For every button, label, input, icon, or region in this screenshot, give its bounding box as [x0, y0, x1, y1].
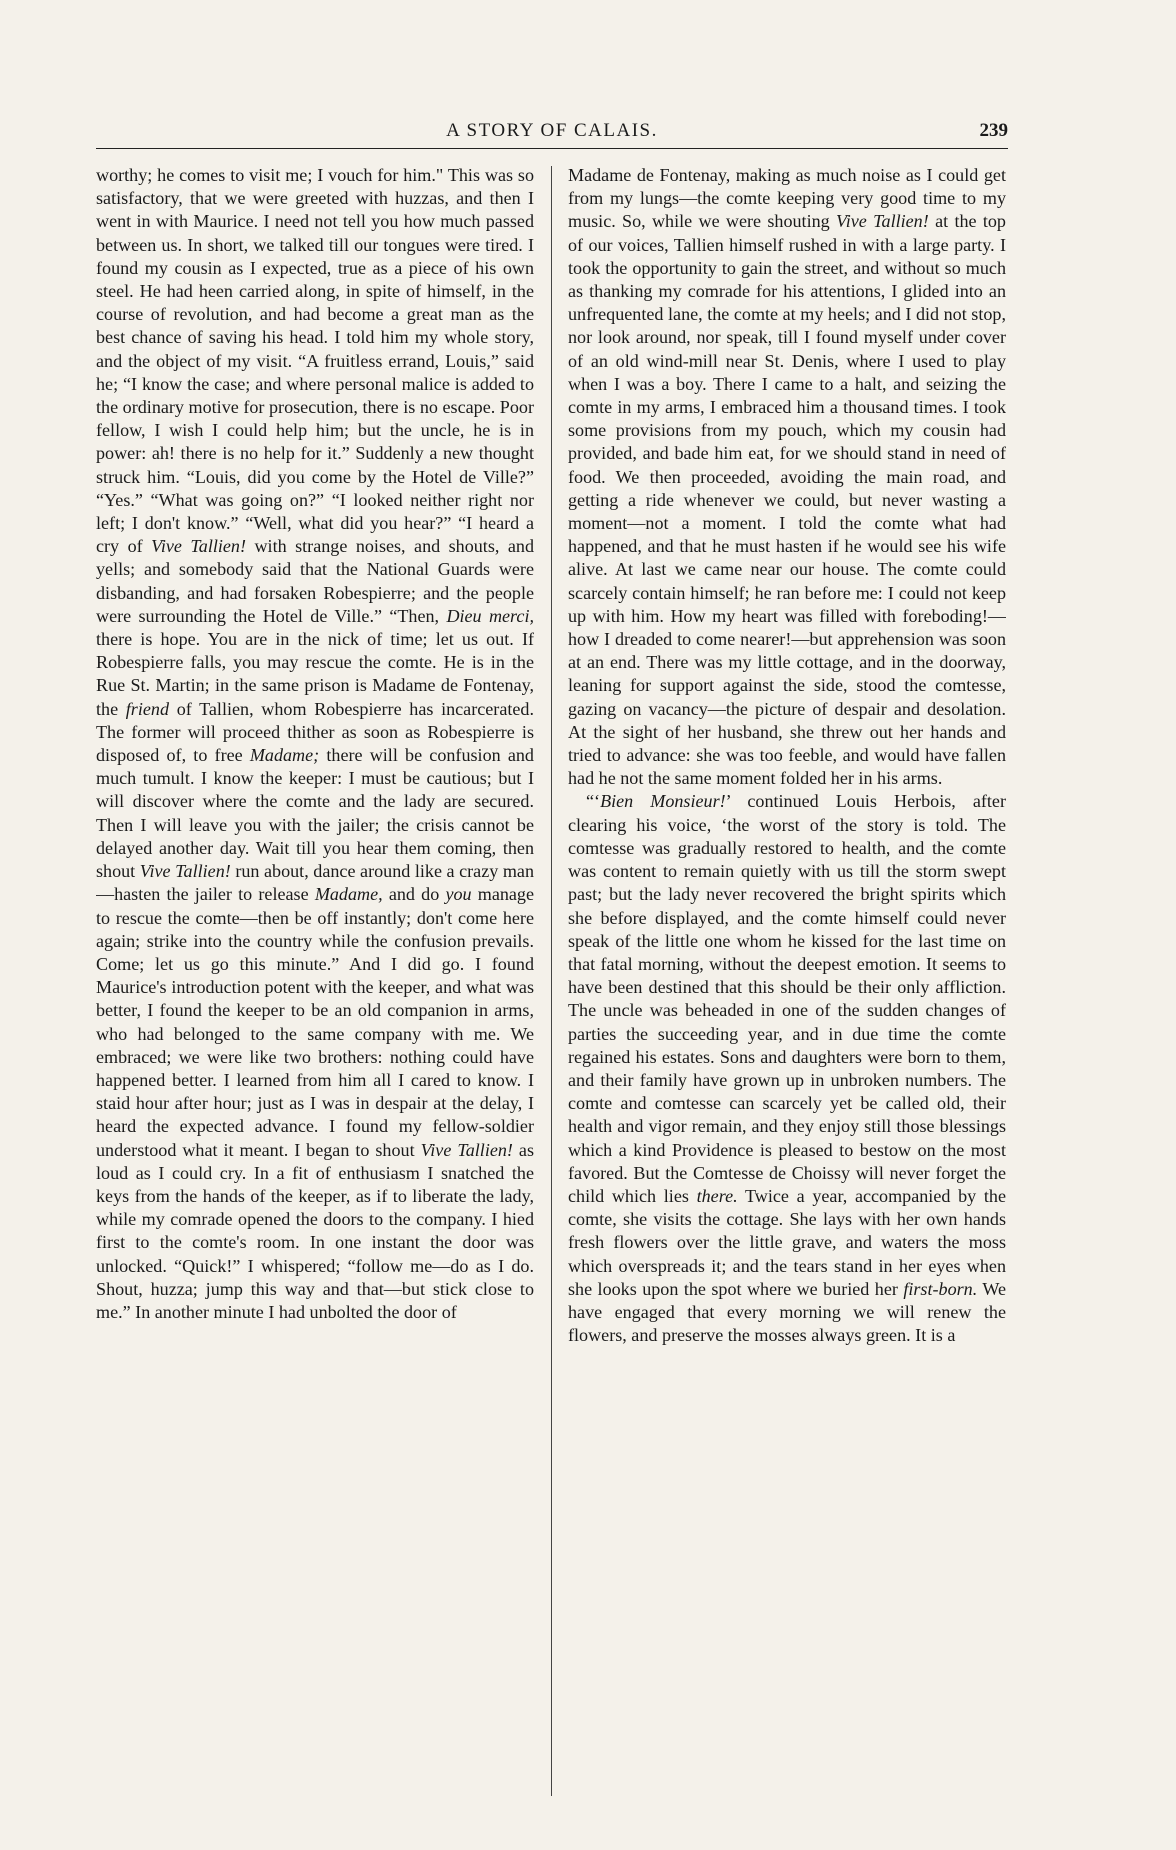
text-run: run about, dance around like a crazy man—hasten the jailer to release	[96, 861, 534, 905]
text-run: as loud as I could cry. In a fit of enthusiasm I snatched the keys from the hands of the keeper, as if to liberate the lady, while my comrade opened the doors to the company. I hied first to the comte's room. In one instant the door was unlocked. “Quick!” I whispered; “follow me—do as I do. Shout, huzza; jump this way and that—but stick close to me.” In another minute I had unbolted the door of	[96, 1139, 534, 1322]
italic-run: Vive Tallien!	[139, 861, 231, 882]
page-number: 239	[979, 120, 1008, 141]
italic-run: Madame,	[314, 884, 383, 905]
italic-run: Vive Tallien!	[836, 211, 929, 232]
text-run: manage to rescue the comte—then be off instantly; don't come here again; strike into the country while the confusion prevails. Come; let us go this minute.” And I did go. I found Maurice's introduction potent with the keeper, and what was better, I found the keeper to be an old companion in arms, who had belonged to the same company with me. We embraced; we were like two brothers: nothing could have happened better. I learned from him all I cared to know. I staid hour after hour; just as I was in despair at the delay, I heard the expected advance. I found my fellow-soldier understood what it meant. I began to shout	[96, 884, 534, 1160]
text-run: worthy; he comes to visit me; I vouch for him." This was so satisfactory, that we were greeted with huzzas, and then I went in with Maurice. I need not tell you how much passed between us. In short, we talked till our tongues were tired. I found my cousin as I expected, true as a piece of his own steel. He had heen carried along, in spite of himself, in the course of revolution, and had become a great man as the best chance of saving his head. I told him my whole story, and the object of my visit. “A fruitless errand, Louis,” said he; “I know the case; and where personal malice is added to the ordinary motive for prosecution, there is no escape. Poor fellow, I wish I could help him; but the uncle, he is in power: ah! there is no help for it.” Suddenly a new thought struck him. “Louis, did you come by the Hotel de Ville?” “Yes.” “What was going on?” “I looked neither right nor left; I don't know.” “Well, what did you hear?” “I heard a cry of	[96, 165, 534, 557]
running-head	[96, 118, 1008, 149]
text-run: with strange noises, and shouts, and yells; and somebody said that the National Guards were disbanding, and had forsaken Robespierre; and the people were surrounding the Hotel de Ville.” “Then,	[96, 536, 534, 626]
right-column	[568, 164, 1006, 1804]
text-run: Twice a year, accompanied by the comte, she visits the cottage. She lays with her own hands fresh flowers over the little grave, and waters the moss which overspreads it; and the tears stand in her eyes when she looks upon the spot where we buried her	[568, 1185, 1006, 1299]
italic-run: Vive Tallien!	[420, 1139, 513, 1160]
italic-run: first-born.	[903, 1278, 978, 1299]
text-run: at the top of our voices, Tallien himself rushed in with a large party. I took the opportunity to gain the street, and without so much as thanking my comrade for his attentions, I glided into an unfrequented lane, the comte at my heels; and I did not stop, nor look around, nor speak, till I found myself under cover of an old wind-mill near St. Denis, where I used to play when I was a boy. There I came to a halt, and seizing the comte in my arms, I embraced him a thousand times. I took some provisions from my pouch, which my cousin had provided, and bade him eat, for we should stand in need of food. We then proceeded, avoiding the main road, and getting a ride whenever we could, but never wasting a moment—not a moment. I told the comte what had happened, and that he must hasten if he would see his wife alive. At last we came near our house. The comte could scarcely contain himself; he ran before me: I could not keep up with him. How my heart was filled with foreboding!—how I dreaded to come nearer!—but apprehension was soon at an end. There was my little cottage, and in the doorway, leaning for support against the side, stood the comtesse, gazing on vacancy—the picture of despair and desolation. At the sight of her husband, she threw out her hands and tried to advance: she was too feeble, and would have fallen had he not the same moment folded her in his arms.	[568, 211, 1006, 789]
right-column-paragraph-2	[568, 790, 1006, 1347]
text-run: and do	[382, 884, 446, 905]
text-run: there will be confusion and much tumult. I know the keeper: I must be cautious; but I will discover where the comte and the lady are secured. Then I will leave you with the jailer; the crisis cannot be delayed another day. Wait till you hear them coming, then shout	[96, 745, 534, 882]
italic-run: there.	[696, 1185, 738, 1206]
right-column-paragraph-1	[568, 164, 1006, 790]
left-column-paragraph	[96, 164, 534, 1324]
italic-run: Madame;	[249, 745, 320, 766]
italic-run: Vive Tallien!	[151, 536, 247, 557]
text-run: there is hope. You are in the nick of time; let us out. If Robespierre falls, you may rescue the comte. He is in the Rue St. Martin; in the same prison is Madame de Fontenay, the	[96, 629, 534, 719]
italic-run: you	[445, 884, 472, 905]
column-divider	[551, 166, 552, 1796]
text-run: ’ continued Louis Herbois, after clearing his voice, ‘the worst of the story is told. The comtesse was gradually restored to health, and the comte was content to remain quietly with us till the storm swept past; but the lady never recovered the bright spirits which she before displayed, and the comte himself could never speak of the little one whom he kissed for the last time on that fatal morning, without the deepest emotion. It seems to have been destined that this should be their only affliction. The uncle was beheaded in one of the sudden changes of parties the succeeding year, and in due time the comte regained his estates. Sons and daughters were born to them, and their family have grown up in unbroken numbers. The comte and comtesse can scarcely yet be called old, their health and vigor remain, and they enjoy still those blessings which a kind Providence is pleased to bestow on the most favored. But the Comtesse de Choissy will never forget the child which lies	[568, 791, 1006, 1206]
text-run: “‘	[586, 791, 601, 812]
left-column	[96, 164, 534, 1804]
italic-run: friend	[125, 698, 170, 719]
text-run: We have engaged that every morning we will renew the flowers, and preserve the mosses always green. It is a	[568, 1278, 1006, 1346]
italic-run: Dieu merci,	[446, 605, 534, 626]
text-run: of Tallien, whom Robespierre has incarcerated. The former will proceed thither as soon as Robespierre is disposed of, to free	[96, 698, 534, 766]
text-run: Madame de Fontenay, making as much noise as I could get from my lungs—the comte keeping very good time to my music. So, while we were shouting	[568, 165, 1006, 232]
italic-run: Bien Monsieur!	[600, 791, 726, 812]
running-title: A STORY OF CALAIS.	[446, 120, 658, 141]
